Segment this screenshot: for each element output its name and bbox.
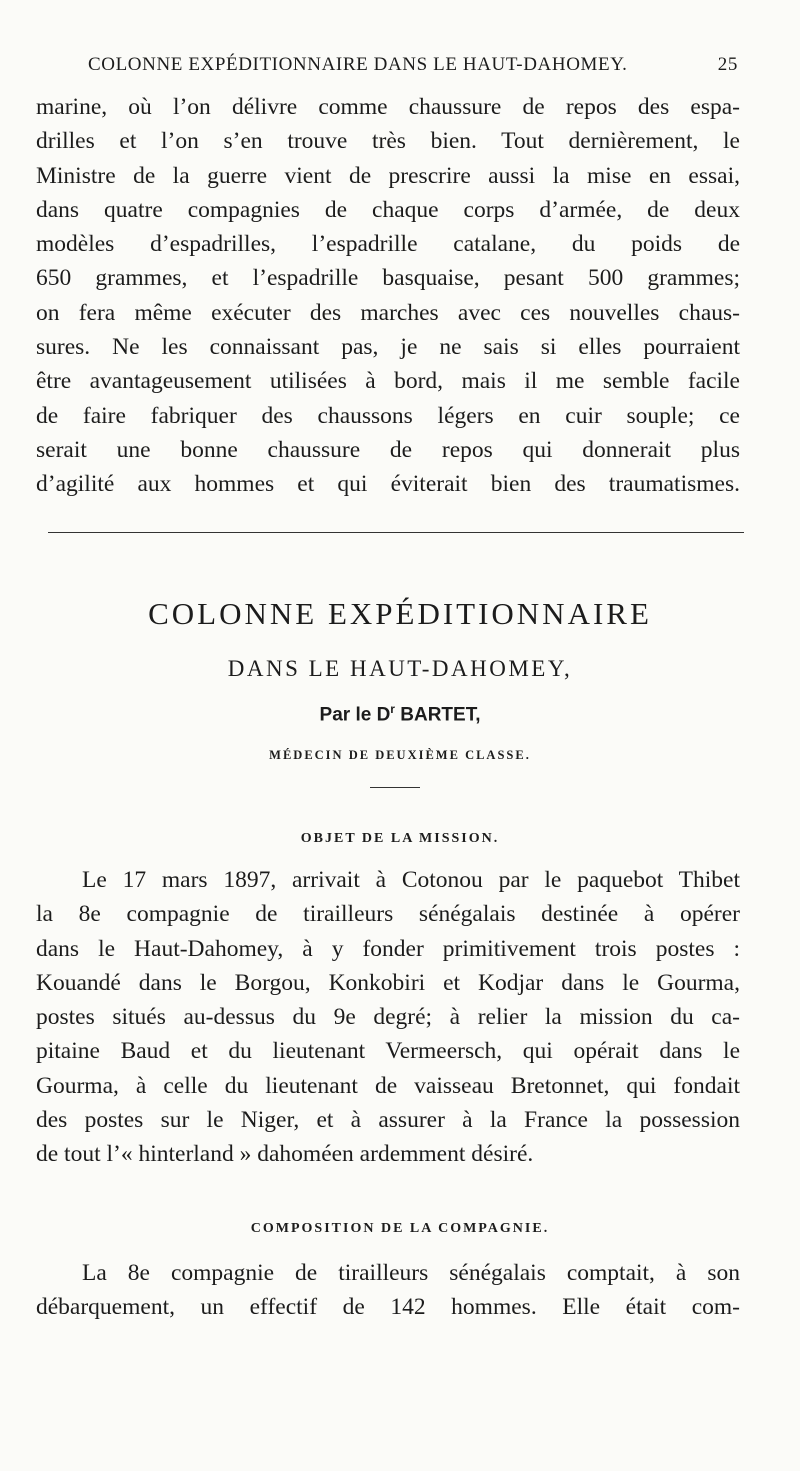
byline-sup: r: [390, 702, 395, 716]
text-line: drilles et l’on s’en trouve très bien. Tout dernièrement, le: [36, 128, 740, 155]
text-line: d’agilité aux hommes et qui éviterait bien des traumatismes.: [36, 471, 740, 498]
text-line: être avantageusement utilisées à bord, mais il me semble facile: [36, 368, 740, 395]
running-head: [88, 54, 738, 76]
text-line: Gourma, à celle du lieutenant de vaisseau Bretonnet, qui fondait: [36, 1072, 740, 1099]
text-line: 650 grammes, et l’espadrille basquaise, pesant 500 grammes;: [36, 265, 740, 292]
text-line: dans quatre compagnies de chaque corps d’armée, de deux: [36, 196, 740, 223]
section-divider: [48, 532, 744, 533]
section-paragraph: [36, 1256, 740, 1325]
section-paragraph: [36, 863, 740, 1172]
text-line: Kouandé dans le Borgou, Konkobiri et Kodjar dans le Gourma,: [36, 969, 740, 996]
text-line: on fera même exécuter des marches avec ces nouvelles chaus-: [36, 299, 740, 326]
author-rank: MÉDECIN DE DEUXIÈME CLASSE.: [269, 748, 531, 762]
text-line: Le 17 mars 1897, arrivait à Cotonou par le paquebot Thibet: [82, 867, 740, 893]
author-byline: [0, 702, 800, 726]
section-heading: OBJET DE LA MISSION.: [300, 831, 500, 846]
article-subtitle: DANS LE HAUT-DAHOMEY,: [227, 656, 573, 681]
section-heading: COMPOSITION DE LA COMPAGNIE.: [250, 1221, 550, 1236]
text-line: de tout l’« hinterland » dahoméen ardemment désiré.: [36, 1141, 534, 1168]
running-head-title: COLONNE EXPÉDITIONNAIRE DANS LE HAUT-DAHOMEY.: [88, 54, 628, 75]
text-line: modèles d’espadrilles, l’espadrille catalane, du poids de: [36, 231, 740, 258]
byline-prefix: Par le D: [319, 704, 391, 726]
text-line: serait une bonne chaussure de repos qui donnerait plus: [36, 436, 740, 463]
text-line: la 8e compagnie de tirailleurs sénégalais destinée à opérer: [36, 901, 740, 928]
text-line: de faire fabriquer des chaussons légers en cuir souple; ce: [36, 402, 740, 429]
paragraph-continued: [36, 90, 740, 502]
author-name: BARTET,: [394, 704, 481, 726]
text-line: débarquement, un effectif de 142 hommes. Elle était com-: [36, 1294, 740, 1321]
text-line: marine, où l’on délivre comme chaussure de repos des espa-: [36, 94, 740, 120]
article-title: COLONNE EXPÉDITIONNAIRE: [148, 596, 652, 631]
text-line: sures. Ne les connaissant pas, je ne sais si elles pourraient: [36, 334, 740, 361]
text-line: Ministre de la guerre vient de prescrire aussi la mise en essai,: [36, 162, 740, 189]
text-line: des postes sur le Niger, et à assurer à la France la possession: [36, 1107, 740, 1134]
short-divider: [370, 787, 420, 788]
text-line: La 8e compagnie de tirailleurs sénégalais comptait, à son: [82, 1260, 740, 1286]
text-line: dans le Haut-Dahomey, à y fonder primitivement trois postes :: [36, 935, 740, 962]
text-line: postes situés au-dessus du 9e degré; à relier la mission du ca-: [36, 1004, 740, 1031]
text-line: pitaine Baud et du lieutenant Vermeersch, qui opérait dans le: [36, 1038, 740, 1065]
page-number: 25: [717, 54, 738, 75]
